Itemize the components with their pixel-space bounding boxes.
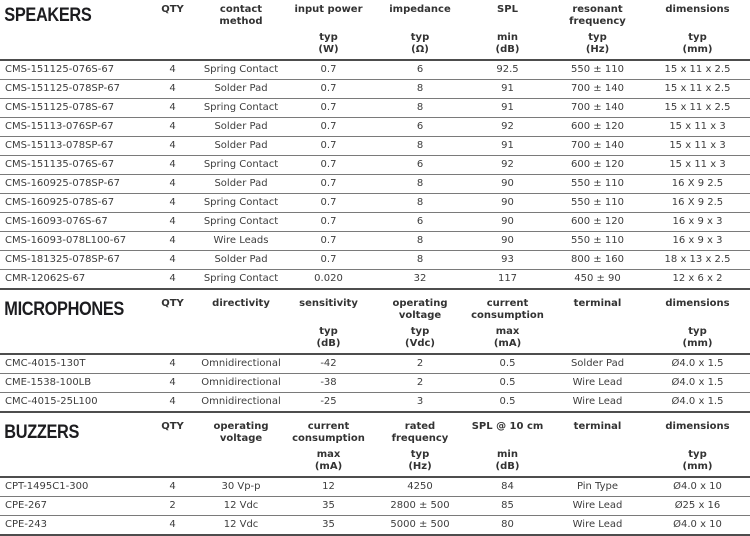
spec-cell-impedance: 8 [375, 137, 465, 156]
spec-cell-qty: 4 [145, 194, 200, 213]
spec-cell-qty: 4 [145, 393, 200, 413]
column-label-line: resonant [572, 4, 623, 15]
spec-row [0, 137, 750, 156]
spec-cell-dimensions: 12 x 6 x 2 [645, 270, 750, 290]
spec-cell-contact_method: Spring Contact [200, 60, 282, 80]
spec-cell-dimensions: Ø4.0 x 10 [645, 477, 750, 497]
spec-cell-spl: 90 [465, 175, 550, 194]
spec-row [0, 477, 750, 497]
column-subheader [145, 326, 200, 352]
column-label [375, 421, 465, 449]
spec-cell-qty: 4 [145, 60, 200, 80]
spec-cell-spl_at_10cm: 84 [465, 477, 550, 497]
spec-cell-contact_method: Spring Contact [200, 213, 282, 232]
spec-cell-contact_method: Solder Pad [200, 175, 282, 194]
spec-cell-dimensions: 16 X 9 2.5 [645, 175, 750, 194]
column-subheader-line: (W) [318, 44, 339, 55]
spec-cell-operating_voltage: 30 Vp-p [200, 477, 282, 497]
column-subheader [375, 32, 465, 58]
column-label-line: directivity [212, 298, 270, 309]
column-label [465, 298, 550, 326]
column-label-line: current [307, 421, 350, 432]
section-title: BUZZERS [4, 422, 80, 443]
spec-cell-impedance: 6 [375, 213, 465, 232]
column-label-line: frequency [569, 16, 626, 27]
column-subheader-line: (dB) [495, 44, 520, 55]
spec-cell-qty: 4 [145, 374, 200, 393]
spec-cell-dimensions: Ø4.0 x 1.5 [645, 374, 750, 393]
column-label-line: terminal [573, 298, 622, 309]
section-title: MICROPHONES [4, 299, 124, 320]
product-name-cell: CMC-4015-130T [0, 354, 145, 374]
spec-cell-current_consumption: 0.5 [465, 354, 550, 374]
spec-cell-input_power: 0.7 [282, 156, 375, 175]
spec-cell-rated_frequency: 5000 ± 500 [375, 516, 465, 536]
spec-cell-terminal: Wire Lead [550, 393, 645, 413]
column-header-dimensions [645, 419, 750, 477]
column-header-sensitivity [282, 296, 375, 354]
column-label-line: current [486, 298, 529, 309]
column-header-input_power [282, 2, 375, 60]
column-label [375, 298, 465, 326]
spec-cell-qty: 2 [145, 497, 200, 516]
section-title-cell [0, 296, 145, 354]
column-subheader-line: typ [410, 32, 430, 43]
column-label-line: dimensions [665, 298, 730, 309]
spec-cell-dimensions: Ø4.0 x 1.5 [645, 393, 750, 413]
spec-cell-input_power: 0.7 [282, 175, 375, 194]
header-row [0, 296, 750, 354]
spec-cell-input_power: 0.7 [282, 251, 375, 270]
spec-cell-resonant_frequency: 550 ± 110 [550, 194, 645, 213]
spec-cell-qty: 4 [145, 251, 200, 270]
column-subheader-line: typ [410, 326, 430, 337]
column-label-line: rated [404, 421, 436, 432]
product-name-cell: CMS-16093-078L100-67 [0, 232, 145, 251]
product-name-cell: CPT-1495C1-300 [0, 477, 145, 497]
spec-cell-qty: 4 [145, 477, 200, 497]
column-label [200, 298, 282, 326]
column-subheader-line: typ [688, 326, 707, 337]
spec-cell-dimensions: 15 x 11 x 3 [645, 137, 750, 156]
column-header-qty [145, 2, 200, 60]
spec-cell-spl: 92.5 [465, 60, 550, 80]
spec-cell-contact_method: Spring Contact [200, 270, 282, 290]
product-name-cell: CMS-15113-078SP-67 [0, 137, 145, 156]
column-subheader-line: (mm) [682, 461, 713, 472]
spec-cell-impedance: 32 [375, 270, 465, 290]
spec-cell-contact_method: Spring Contact [200, 156, 282, 175]
column-header-qty [145, 419, 200, 477]
spec-section-speakers [0, 2, 750, 290]
spec-cell-spl: 90 [465, 232, 550, 251]
column-label [145, 4, 200, 32]
column-header-dimensions [645, 2, 750, 60]
spec-cell-qty: 4 [145, 516, 200, 536]
column-subheader [645, 32, 750, 58]
column-subheader-line: (mm) [682, 44, 713, 55]
column-label-line: operating [213, 421, 269, 432]
product-name-cell: CMS-160925-078S-67 [0, 194, 145, 213]
column-label-line: operating [392, 298, 448, 309]
spec-cell-spl: 91 [465, 80, 550, 99]
spec-cell-terminal: Wire Lead [550, 374, 645, 393]
spec-cell-impedance: 8 [375, 232, 465, 251]
column-label [465, 421, 550, 449]
spec-cell-spl: 92 [465, 156, 550, 175]
column-subheader [200, 326, 282, 352]
spec-cell-directivity: Omnidirectional [200, 374, 282, 393]
spec-cell-qty: 4 [145, 270, 200, 290]
column-subheader [282, 32, 375, 58]
spec-cell-spl: 90 [465, 194, 550, 213]
spec-cell-dimensions: 16 x 9 x 3 [645, 213, 750, 232]
column-label-line: dimensions [665, 421, 730, 432]
column-label-line: QTY [161, 421, 184, 432]
column-label-line: consumption [471, 310, 544, 321]
column-label [145, 298, 200, 326]
column-label [282, 421, 375, 449]
column-label [200, 421, 282, 449]
spec-cell-terminal: Solder Pad [550, 354, 645, 374]
product-name-cell: CMS-160925-078SP-67 [0, 175, 145, 194]
spec-section-buzzers [0, 419, 750, 536]
spec-cell-resonant_frequency: 600 ± 120 [550, 156, 645, 175]
spec-cell-input_power: 0.7 [282, 213, 375, 232]
spec-row [0, 60, 750, 80]
spec-row [0, 232, 750, 251]
spec-cell-sensitivity: -42 [282, 354, 375, 374]
spec-cell-input_power: 0.7 [282, 194, 375, 213]
spec-section-microphones [0, 296, 750, 413]
spec-cell-spl_at_10cm: 80 [465, 516, 550, 536]
spec-cell-resonant_frequency: 800 ± 160 [550, 251, 645, 270]
spec-cell-qty: 4 [145, 213, 200, 232]
column-header-dimensions [645, 296, 750, 354]
spec-cell-resonant_frequency: 600 ± 120 [550, 213, 645, 232]
column-subheader [465, 326, 550, 352]
product-name-cell: CMS-151125-078SP-67 [0, 80, 145, 99]
column-header-rated_frequency [375, 419, 465, 477]
spec-cell-qty: 4 [145, 232, 200, 251]
spec-row [0, 175, 750, 194]
column-subheader [375, 326, 465, 352]
column-label [200, 4, 282, 32]
spec-cell-resonant_frequency: 550 ± 110 [550, 175, 645, 194]
spec-cell-resonant_frequency: 550 ± 110 [550, 60, 645, 80]
column-subheader [550, 449, 645, 475]
column-subheader-line: (Ω) [411, 44, 429, 55]
spec-cell-qty: 4 [145, 80, 200, 99]
spec-cell-contact_method: Wire Leads [200, 232, 282, 251]
spec-row [0, 156, 750, 175]
spec-cell-spl_at_10cm: 85 [465, 497, 550, 516]
column-subheader-line: typ [319, 326, 338, 337]
column-subheader [282, 449, 375, 475]
column-header-spl [465, 2, 550, 60]
spec-cell-dimensions: 16 X 9 2.5 [645, 194, 750, 213]
product-name-cell: CMS-151135-076S-67 [0, 156, 145, 175]
column-subheader-line: typ [410, 449, 430, 460]
column-subheader-line: (mm) [682, 338, 713, 349]
spec-cell-operating_voltage: 12 Vdc [200, 516, 282, 536]
spec-table-body [0, 60, 750, 289]
spec-cell-operating_voltage: 3 [375, 393, 465, 413]
spec-cell-terminal: Pin Type [550, 477, 645, 497]
column-subheader [645, 449, 750, 475]
spec-row [0, 118, 750, 137]
section-title-cell [0, 419, 145, 477]
column-subheader-line: typ [688, 449, 707, 460]
product-name-cell: CMS-151125-076S-67 [0, 60, 145, 80]
column-subheader [550, 32, 645, 58]
column-label [645, 4, 750, 32]
spec-cell-dimensions: Ø25 x 16 [645, 497, 750, 516]
spec-cell-spl: 91 [465, 99, 550, 118]
column-label [145, 421, 200, 449]
spec-cell-current_consumption: 12 [282, 477, 375, 497]
spec-cell-spl: 92 [465, 118, 550, 137]
spec-cell-rated_frequency: 2800 ± 500 [375, 497, 465, 516]
spec-cell-input_power: 0.7 [282, 232, 375, 251]
section-title: SPEAKERS [4, 5, 92, 26]
column-label [550, 421, 645, 449]
column-label [375, 4, 465, 32]
spec-cell-impedance: 8 [375, 194, 465, 213]
column-label [550, 298, 645, 326]
spec-cell-dimensions: 15 x 11 x 3 [645, 156, 750, 175]
spec-cell-dimensions: 15 x 11 x 2.5 [645, 80, 750, 99]
column-subheader [200, 449, 282, 475]
column-subheader-line: typ [588, 32, 607, 43]
column-header-impedance [375, 2, 465, 60]
spec-cell-contact_method: Solder Pad [200, 137, 282, 156]
column-label [645, 298, 750, 326]
spec-cell-qty: 4 [145, 137, 200, 156]
product-name-cell: CMS-181325-078SP-67 [0, 251, 145, 270]
spec-cell-impedance: 6 [375, 60, 465, 80]
product-name-cell: CPE-267 [0, 497, 145, 516]
column-label [282, 4, 375, 32]
spec-cell-qty: 4 [145, 156, 200, 175]
spec-cell-resonant_frequency: 700 ± 140 [550, 80, 645, 99]
spec-cell-qty: 4 [145, 118, 200, 137]
spec-cell-dimensions: Ø4.0 x 1.5 [645, 354, 750, 374]
spec-cell-input_power: 0.7 [282, 137, 375, 156]
spec-cell-resonant_frequency: 700 ± 140 [550, 137, 645, 156]
product-name-cell: CMR-12062S-67 [0, 270, 145, 290]
column-subheader [550, 326, 645, 352]
spec-row [0, 393, 750, 413]
spec-cell-qty: 4 [145, 354, 200, 374]
column-label-line: voltage [219, 433, 263, 444]
column-subheader-line: (Hz) [408, 461, 432, 472]
column-label [645, 421, 750, 449]
column-subheader-line: (dB) [495, 461, 520, 472]
column-subheader [465, 32, 550, 58]
column-subheader-line: (dB) [316, 338, 341, 349]
spec-cell-impedance: 8 [375, 99, 465, 118]
column-subheader-line: typ [688, 32, 707, 43]
spec-cell-impedance: 8 [375, 80, 465, 99]
column-header-resonant_frequency [550, 2, 645, 60]
spec-row [0, 194, 750, 213]
spec-cell-dimensions: 16 x 9 x 3 [645, 232, 750, 251]
product-name-cell: CMS-15113-076SP-67 [0, 118, 145, 137]
product-name-cell: CME-1538-100LB [0, 374, 145, 393]
spec-table-body [0, 477, 750, 535]
spec-cell-resonant_frequency: 550 ± 110 [550, 232, 645, 251]
spec-row [0, 516, 750, 536]
spec-cell-current_consumption: 0.5 [465, 393, 550, 413]
column-label-line: frequency [391, 433, 449, 444]
spec-cell-current_consumption: 0.5 [465, 374, 550, 393]
spec-cell-impedance: 6 [375, 156, 465, 175]
spec-cell-operating_voltage: 2 [375, 374, 465, 393]
column-header-terminal [550, 296, 645, 354]
spec-cell-contact_method: Spring Contact [200, 99, 282, 118]
column-subheader-line: typ [319, 32, 338, 43]
column-header-contact_method [200, 2, 282, 60]
spec-row [0, 80, 750, 99]
spec-cell-input_power: 0.020 [282, 270, 375, 290]
column-subheader [145, 32, 200, 58]
spec-cell-spl: 93 [465, 251, 550, 270]
column-subheader [282, 326, 375, 352]
spec-row [0, 99, 750, 118]
spec-cell-qty: 4 [145, 175, 200, 194]
column-subheader [465, 449, 550, 475]
spec-cell-contact_method: Solder Pad [200, 251, 282, 270]
column-header-qty [145, 296, 200, 354]
column-label-line: QTY [161, 4, 184, 15]
column-header-terminal [550, 419, 645, 477]
column-label-line: SPL @ 10 cm [471, 421, 544, 432]
spec-cell-directivity: Omnidirectional [200, 354, 282, 374]
column-subheader-line: max [316, 449, 341, 460]
spec-cell-resonant_frequency: 700 ± 140 [550, 99, 645, 118]
column-label-line: input power [294, 4, 363, 15]
column-label-line: terminal [573, 421, 622, 432]
spec-cell-spl: 91 [465, 137, 550, 156]
column-subheader-line: max [495, 326, 520, 337]
spec-cell-spl: 90 [465, 213, 550, 232]
column-header-operating_voltage [375, 296, 465, 354]
spec-row [0, 497, 750, 516]
column-label-line: sensitivity [299, 298, 358, 309]
spec-table-body [0, 354, 750, 412]
header-row [0, 2, 750, 60]
column-subheader-line: (Hz) [585, 44, 610, 55]
spec-cell-qty: 4 [145, 99, 200, 118]
column-subheader-line: (Vdc) [405, 338, 435, 349]
spec-cell-current_consumption: 35 [282, 516, 375, 536]
spec-table [0, 419, 750, 536]
spec-cell-dimensions: 15 x 11 x 3 [645, 118, 750, 137]
spec-cell-operating_voltage: 12 Vdc [200, 497, 282, 516]
spec-cell-impedance: 6 [375, 118, 465, 137]
spec-cell-contact_method: Solder Pad [200, 80, 282, 99]
spec-table [0, 2, 750, 290]
spec-cell-input_power: 0.7 [282, 80, 375, 99]
spec-cell-sensitivity: -38 [282, 374, 375, 393]
spec-cell-contact_method: Solder Pad [200, 118, 282, 137]
column-subheader [200, 32, 282, 58]
column-label-line: SPL [497, 4, 518, 15]
column-subheader [645, 326, 750, 352]
column-label-line: method [219, 16, 263, 27]
spec-table [0, 296, 750, 413]
column-label [465, 4, 550, 32]
spec-cell-spl: 117 [465, 270, 550, 290]
spec-cell-resonant_frequency: 450 ± 90 [550, 270, 645, 290]
column-subheader [375, 449, 465, 475]
column-label-line: consumption [292, 433, 365, 444]
spec-cell-impedance: 8 [375, 251, 465, 270]
column-label [550, 4, 645, 32]
spec-row [0, 251, 750, 270]
spec-cell-sensitivity: -25 [282, 393, 375, 413]
column-subheader-line: min [497, 449, 518, 460]
spec-cell-terminal: Wire Lead [550, 516, 645, 536]
column-subheader-line: (mA) [314, 461, 343, 472]
spec-cell-impedance: 8 [375, 175, 465, 194]
product-name-cell: CMC-4015-25L100 [0, 393, 145, 413]
column-label-line: voltage [398, 310, 442, 321]
spec-cell-resonant_frequency: 600 ± 120 [550, 118, 645, 137]
spec-cell-operating_voltage: 2 [375, 354, 465, 374]
spec-row [0, 374, 750, 393]
column-header-current_consumption [465, 296, 550, 354]
column-label-line: dimensions [665, 4, 730, 15]
product-name-cell: CPE-243 [0, 516, 145, 536]
column-header-spl_at_10cm [465, 419, 550, 477]
spec-cell-input_power: 0.7 [282, 118, 375, 137]
spec-cell-rated_frequency: 4250 [375, 477, 465, 497]
spec-cell-terminal: Wire Lead [550, 497, 645, 516]
column-label-line: QTY [161, 298, 184, 309]
spec-row [0, 354, 750, 374]
column-subheader-line: min [497, 32, 518, 43]
spec-row [0, 213, 750, 232]
spec-cell-dimensions: 18 x 13 x 2.5 [645, 251, 750, 270]
column-header-directivity [200, 296, 282, 354]
spec-cell-directivity: Omnidirectional [200, 393, 282, 413]
product-name-cell: CMS-151125-078S-67 [0, 99, 145, 118]
section-title-cell [0, 2, 145, 60]
column-label-line: impedance [389, 4, 451, 15]
spec-cell-input_power: 0.7 [282, 60, 375, 80]
spec-row [0, 270, 750, 290]
column-header-current_consumption [282, 419, 375, 477]
spec-cell-dimensions: 15 x 11 x 2.5 [645, 99, 750, 118]
column-label-line: contact [219, 4, 263, 15]
spec-cell-dimensions: Ø4.0 x 10 [645, 516, 750, 536]
header-row [0, 419, 750, 477]
product-name-cell: CMS-16093-076S-67 [0, 213, 145, 232]
spec-cell-input_power: 0.7 [282, 99, 375, 118]
spec-cell-dimensions: 15 x 11 x 2.5 [645, 60, 750, 80]
column-label [282, 298, 375, 326]
column-subheader-line: (mA) [493, 338, 522, 349]
spec-cell-current_consumption: 35 [282, 497, 375, 516]
column-subheader [145, 449, 200, 475]
column-header-operating_voltage [200, 419, 282, 477]
spec-cell-contact_method: Spring Contact [200, 194, 282, 213]
